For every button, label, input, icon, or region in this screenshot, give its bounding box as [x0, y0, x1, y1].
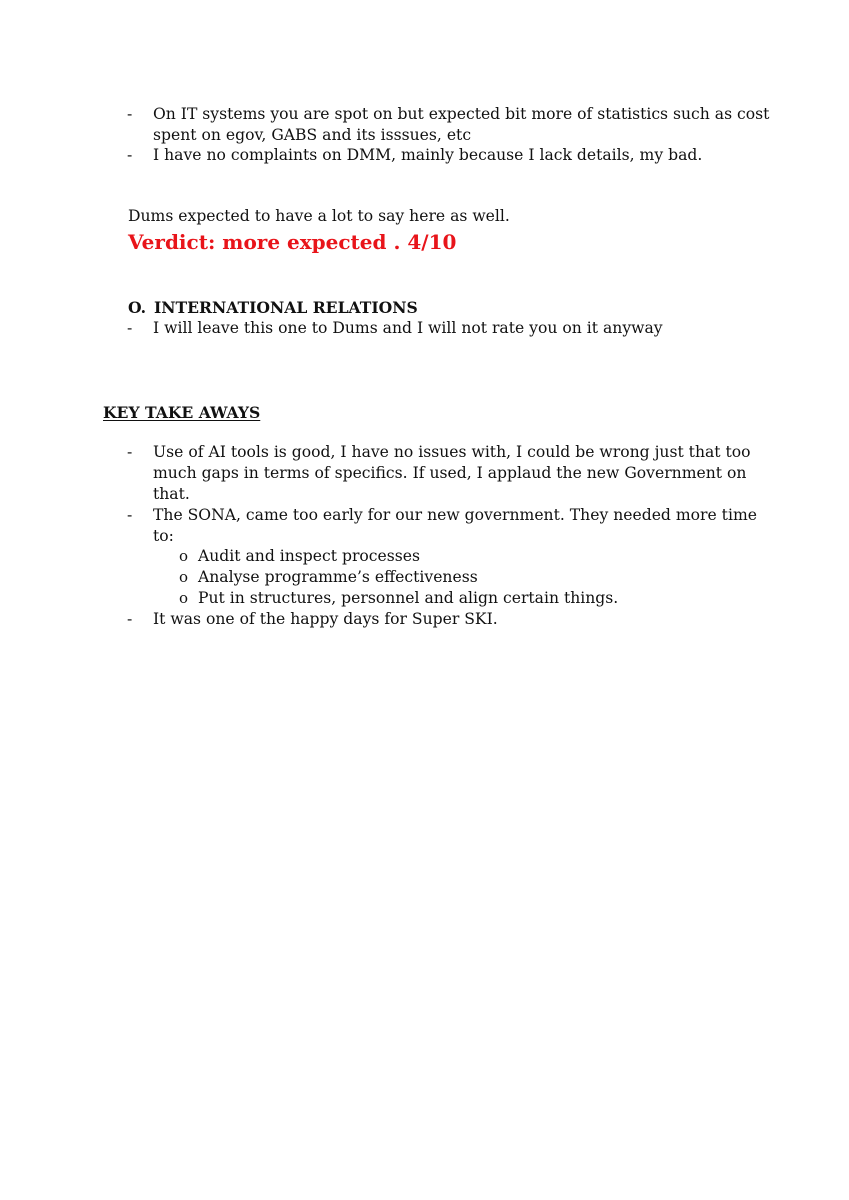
bullet-line: much gaps in terms of specifics. If used, I applaud the new Government on — [153, 464, 747, 482]
bullet-dash: - — [127, 319, 133, 337]
bullet-line: It was one of the happy days for Super SKI. — [153, 610, 498, 628]
circle-bullet-icon: o — [179, 547, 189, 565]
sub-item-text: Put in structures, personnel and align certain things. — [198, 589, 619, 607]
section-title: INTERNATIONAL RELATIONS — [154, 298, 418, 317]
bullet-line: spent on egov, GABS and its isssues, etc — [153, 126, 472, 144]
verdict-text: Verdict: more expected . 4/10 — [128, 230, 457, 254]
dums-note: Dums expected to have a lot to say here as well. — [128, 207, 510, 225]
key-takeaways-heading: KEY TAKE AWAYS — [103, 403, 261, 422]
sub-item-text: Analyse programme’s effectiveness — [198, 568, 478, 586]
section-letter: O. — [128, 298, 147, 317]
bullet-line: On IT systems you are spot on but expected bit more of statistics such as cost — [153, 105, 770, 123]
bullet-line: I have no complaints on DMM, mainly because I lack details, my bad. — [153, 146, 703, 164]
bullet-line: I will leave this one to Dums and I will not rate you on it anyway — [153, 319, 663, 337]
section-heading-international-relations — [128, 297, 418, 318]
bullet-line: to: — [153, 527, 174, 545]
bullet-dash: - — [127, 506, 133, 524]
circle-bullet-icon: o — [179, 568, 189, 586]
bullet-dash: - — [127, 105, 133, 123]
bullet-line: Use of AI tools is good, I have no issues with, I could be wrong just that too — [153, 443, 751, 461]
bullet-dash: - — [127, 443, 133, 461]
circle-bullet-icon: o — [179, 589, 189, 607]
sub-item-text: Audit and inspect processes — [198, 547, 420, 565]
bullet-dash: - — [127, 610, 133, 628]
bullet-line: that. — [153, 485, 190, 503]
bullet-dash: - — [127, 146, 133, 164]
bullet-line: The SONA, came too early for our new government. They needed more time — [153, 506, 757, 524]
